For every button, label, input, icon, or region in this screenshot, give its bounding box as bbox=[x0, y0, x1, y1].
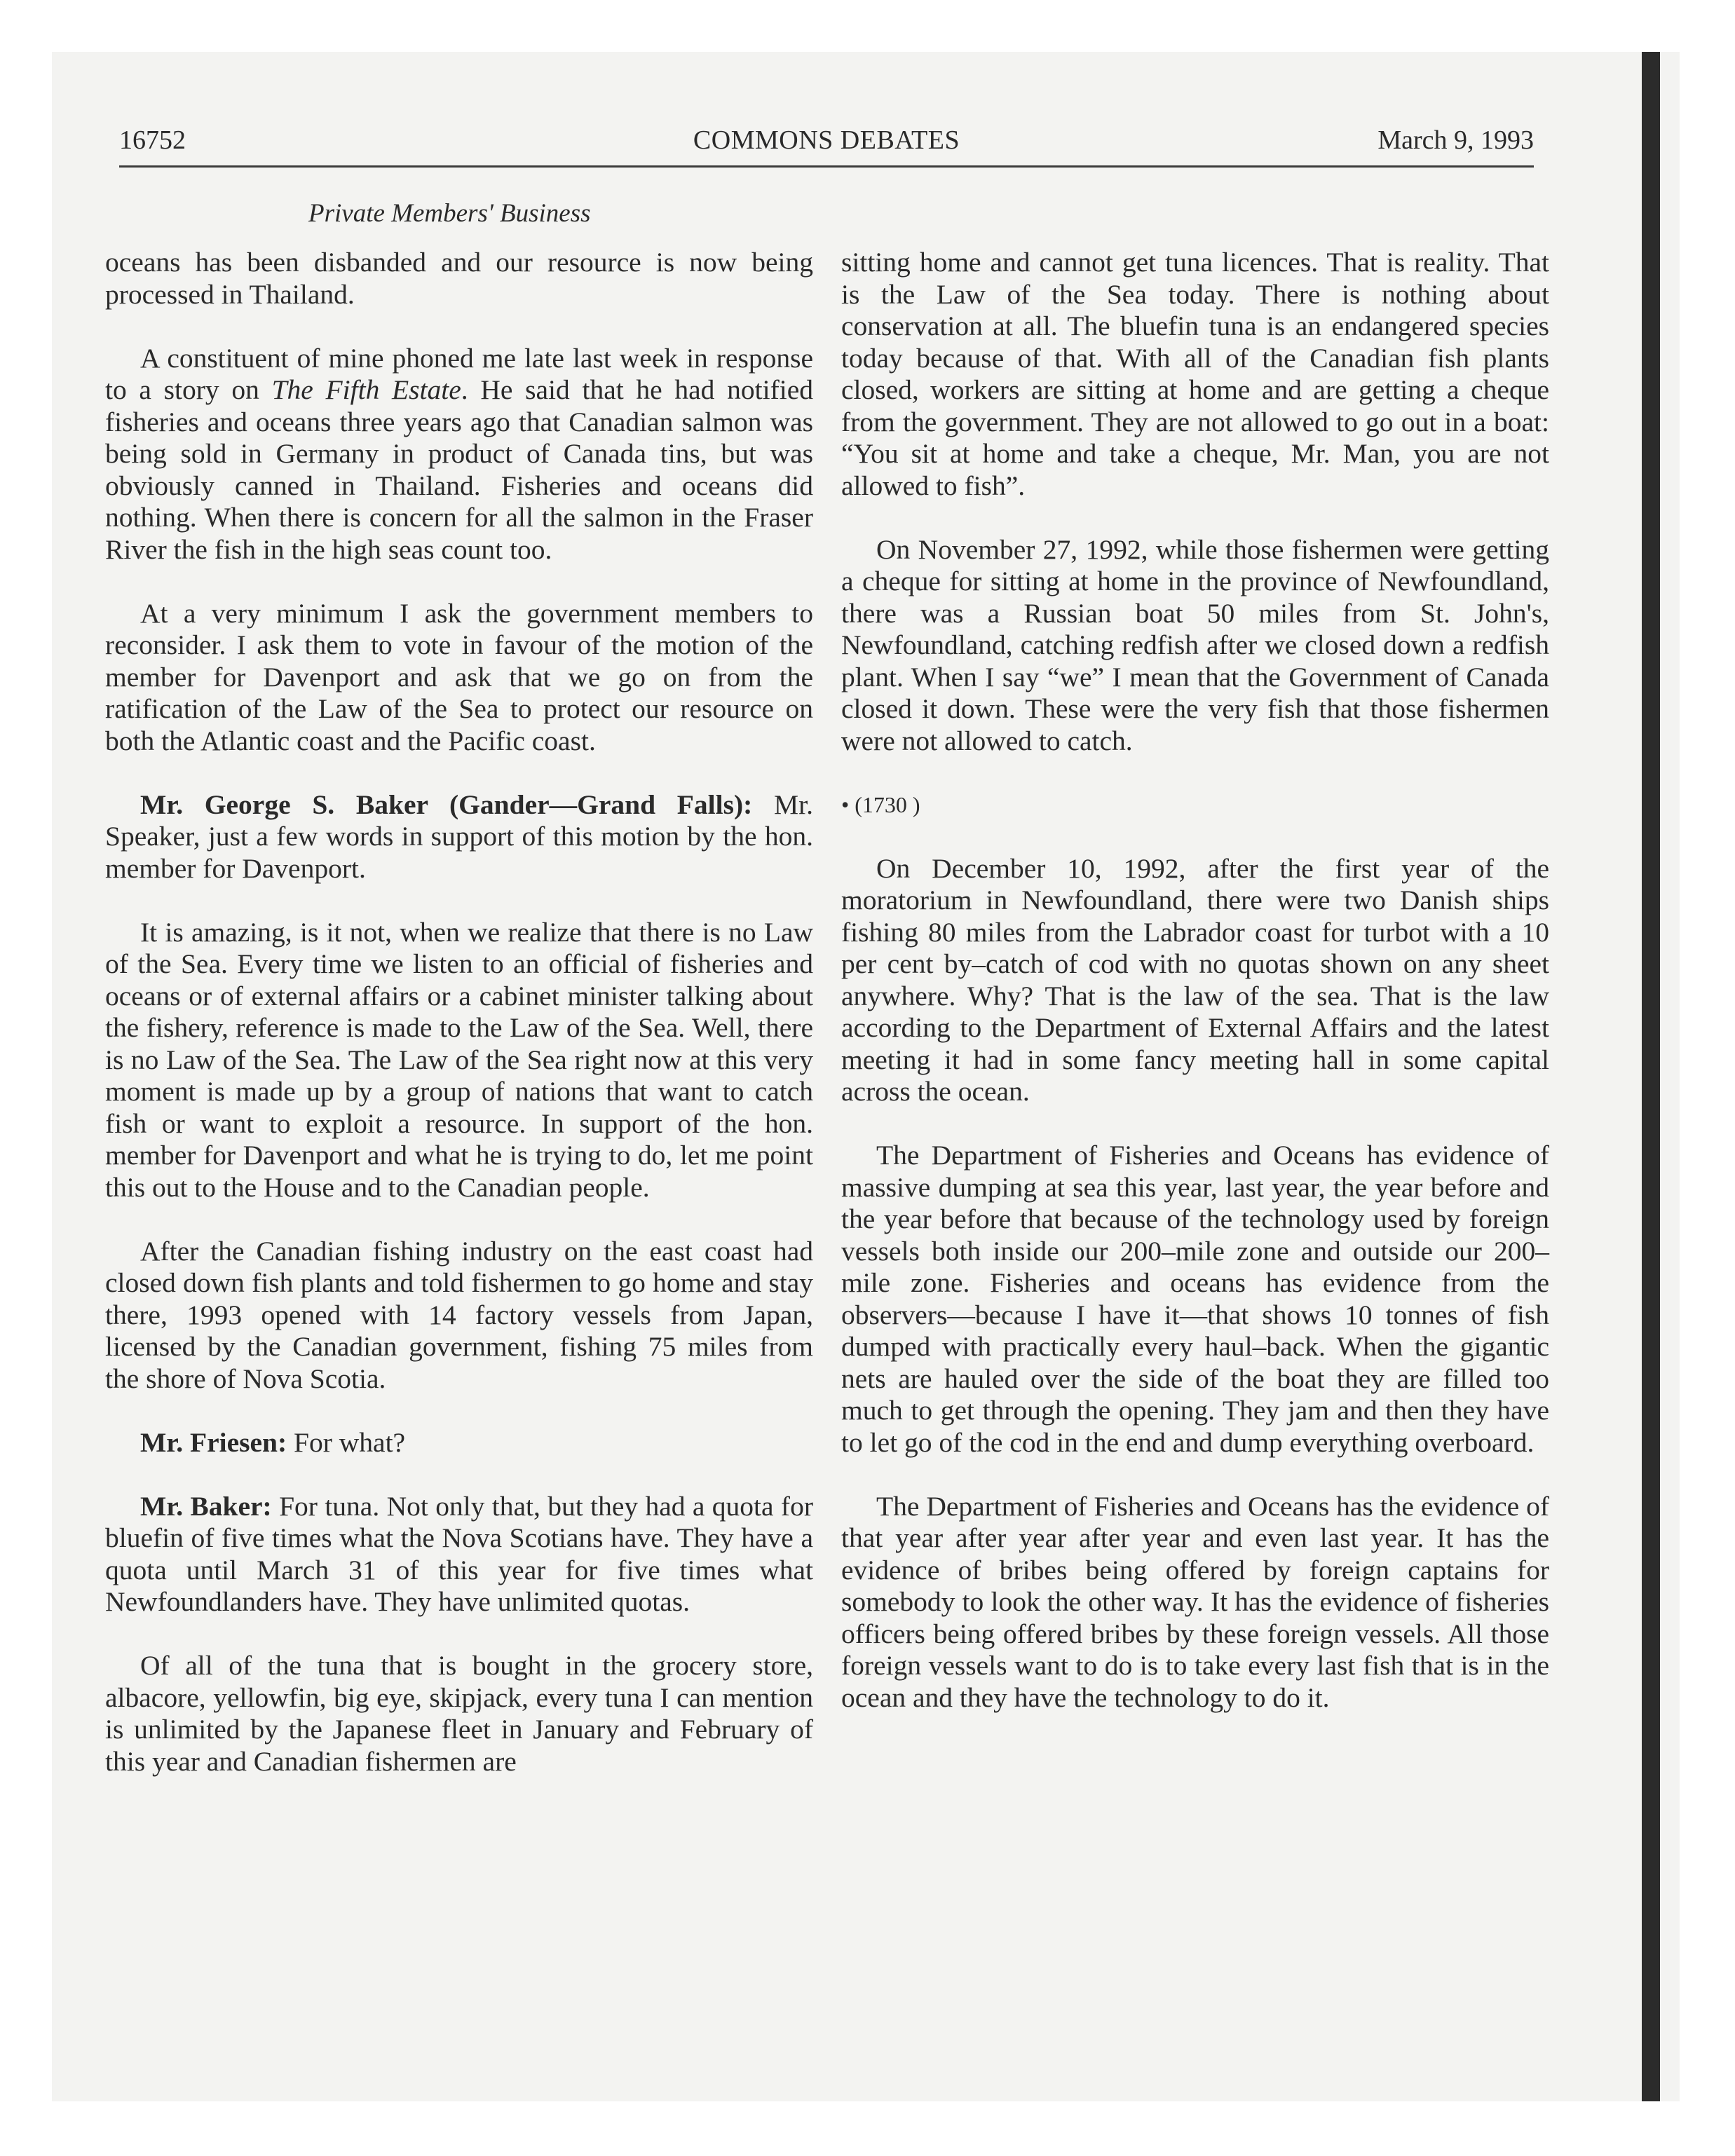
paragraph: The Department of Fisheries and Oceans has the evidence of that year after year after year and even last year. It has the evidence of bribes being offered by foreign captains for somebody to look the other way. It has the evidence of fisheries officers being offered bribes by these foreign vessels. All those foreign vessels want to do is to take every last fish that is in the ocean and they have the technology to do it. bbox=[841, 1490, 1549, 1713]
paragraph-text: A constituent of mine phoned me late last week in response to a story on bbox=[105, 342, 813, 405]
paragraph bbox=[105, 343, 813, 566]
speech-text: For what? bbox=[287, 1426, 406, 1458]
paragraph: After the Canadian fishing industry on the east coast had closed down fish plants and told fishermen to go home and stay there, 1993 opened with 14 factory vessels from Japan, licensed by the Canadian government, fishing 75 miles from the shore of Nova Scotia. bbox=[105, 1235, 813, 1394]
speaker-name: Mr. George S. Baker (Gander—Grand Falls): bbox=[140, 789, 753, 820]
page-header bbox=[119, 118, 1534, 163]
paragraph: On November 27, 1992, while those fishermen were getting a cheque for sitting at home in the province of Newfoundland, there was a Russian boat 50 miles from St. John's, Newfoundland, catching redfish after we closed down a redfish plant. When I say “we” I mean that the Government of Canada closed it down. These were the very fish that those fishermen were not allowed to catch. bbox=[841, 533, 1549, 756]
right-column bbox=[841, 247, 1549, 1746]
program-title: The Fifth Estate bbox=[271, 374, 461, 405]
paragraph: sitting home and cannot get tuna licences. That is reality. That is the Law of the Sea today. There is nothing about conservation at all. The bluefin tuna is an endangered species today because of that. With all of the Canadian fish plants closed, workers are sitting at home and are getting a cheque from the government. They are not allowed to go out in a boat: “You sit at home and take a cheque, Mr. Man, you are not allowed to fish”. bbox=[841, 247, 1549, 501]
paragraph: oceans has been disbanded and our resource is now being processed in Thailand. bbox=[105, 247, 813, 310]
speaker-name: Mr. Friesen: bbox=[140, 1426, 287, 1458]
time-marker: • (1730 ) bbox=[841, 791, 920, 817]
header-rule bbox=[119, 165, 1534, 168]
page-date: March 9, 1993 bbox=[1377, 125, 1534, 155]
paragraph: It is amazing, is it not, when we realize that there is no Law of the Sea. Every time we listen to an official of fisheries and oceans or of external affairs or a cabinet minister talking about the fishery, reference is made to the Law of the Sea. Well, there is no Law of the Sea. The Law of the Sea right now at this very moment is made up by a group of nations that want to catch fish or want to exploit a resource. In support of the hon. member for Davenport and what he is trying to do, let me point this out to the House and to the Canadian people. bbox=[105, 916, 813, 1203]
publication-title: COMMONS DEBATES bbox=[693, 125, 960, 155]
page-number: 16752 bbox=[119, 125, 186, 155]
paragraph: At a very minimum I ask the government members to reconsider. I ask them to vote in favour of the motion of the member for Davenport and ask that we go on from the ratification of the Law of the Sea to protect our resource on both the Atlantic coast and the Pacific coast. bbox=[105, 597, 813, 756]
speaker-name: Mr. Baker: bbox=[140, 1490, 272, 1522]
left-column bbox=[105, 247, 813, 1810]
paragraph-text: . He said that he had notified fisheries and oceans three years ago that Canadian salmon was being sold in Germany in product of Canada tins, but was obviously canned in Thailand. Fisheries and oceans did nothing. When there is concern for all the salmon in the Fraser River the fish in the high seas count too. bbox=[105, 374, 813, 565]
scan-shadow-edge bbox=[1642, 52, 1660, 2101]
section-label: Private Members' Business bbox=[308, 199, 591, 228]
speech-paragraph bbox=[105, 1491, 813, 1618]
speech-text: For tuna. Not only that, but they had a quota for bluefin of five times what the Nova Scotians have. They have a quota until March 31 of this year for five times what Newfoundlanders have. They have unlimited quotas. bbox=[105, 1490, 813, 1617]
speech-paragraph bbox=[105, 789, 813, 885]
paragraph: The Department of Fisheries and Oceans has evidence of massive dumping at sea this year, last year, the year before and the year before that because of the technology used by foreign vessels both inside our 200–mile zone and outside our 200–mile zone. Fisheries and oceans has evidence from the observers—because I have it—that shows 10 tonnes of fish dumped with practically every haul–back. When the gigantic nets are hauled over the side of the boat they are filled too much to get through the opening. They jam and then they have to let go of the cod in the end and dump everything overboard. bbox=[841, 1140, 1549, 1458]
speech-paragraph bbox=[105, 1427, 813, 1459]
paragraph: On December 10, 1992, after the first year of the moratorium in Newfoundland, there were two Danish ships fishing 80 miles from the Labrador coast for turbot with a 10 per cent by–catch of cod with no quotas shown on any sheet anywhere. Why? That is the law of the sea. That is the law according to the Department of External Affairs and the latest meeting it had in some fancy meeting hall in some capital across the ocean. bbox=[841, 852, 1549, 1107]
paragraph: Of all of the tuna that is bought in the grocery store, albacore, yellowfin, big eye, skipjack, every tuna I can mention is unlimited by the Japanese fleet in January and February of this year and Canadian fishermen are bbox=[105, 1650, 813, 1777]
speech-text: Mr. Speaker, just a few words in support of this motion by the hon. member for Davenport. bbox=[105, 789, 813, 884]
